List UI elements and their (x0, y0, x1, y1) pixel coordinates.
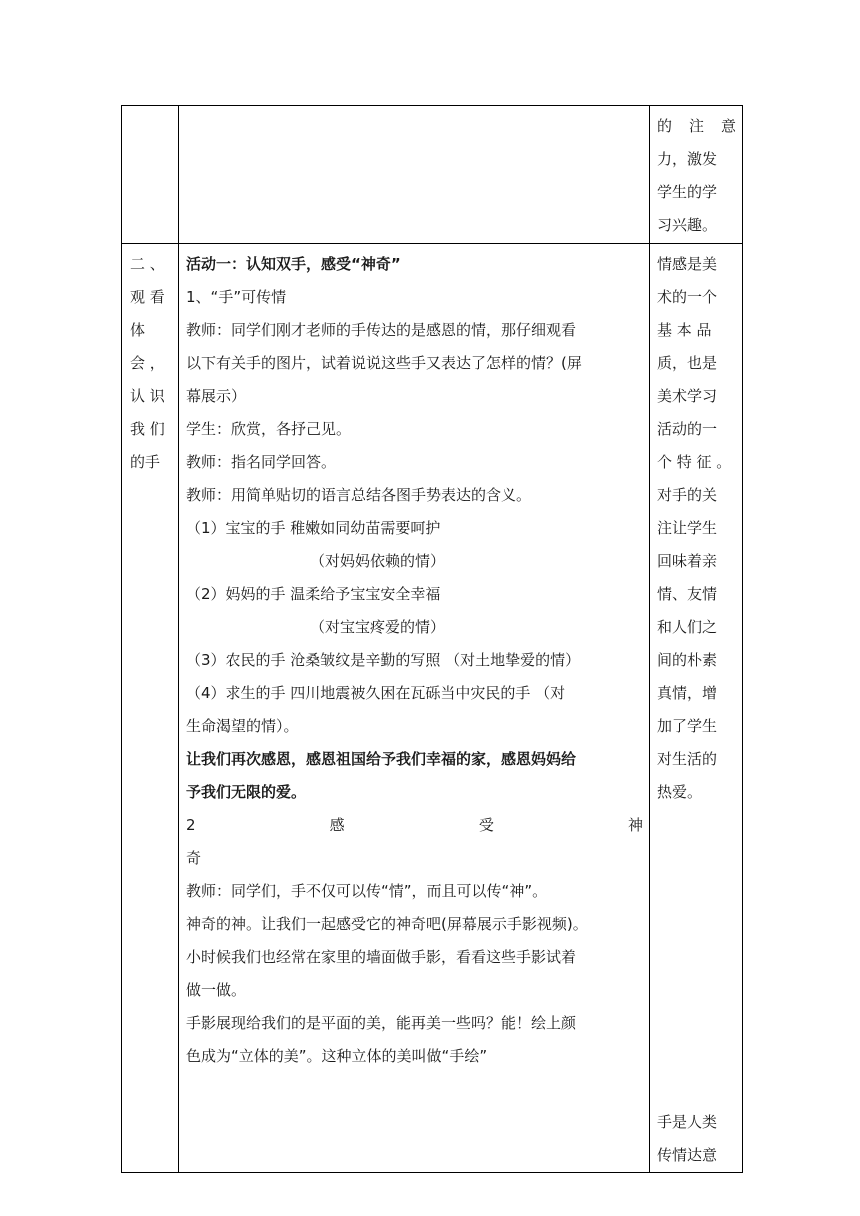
list-item-note: （对妈妈依赖的情） (310, 552, 446, 570)
content-cell (179, 106, 650, 244)
list-item: （1）宝宝的手 稚嫩如同幼苗需要呵护 (186, 519, 441, 537)
intent-line: 加了学生 (657, 717, 718, 735)
stage-line: 认 识 (130, 387, 165, 405)
intent-line: 对生活的 (657, 750, 718, 768)
teacher-line: 神奇的神。让我们一起感受它的神奇吧(屏幕展示手影视频)。 (186, 915, 588, 933)
teacher-line: 幕展示） (186, 387, 247, 405)
section-title: 1、“手”可传情 (186, 288, 287, 306)
teacher-line: 教师：同学们，手不仅可以传“情”，而且可以传“神”。 (186, 882, 548, 900)
intent-line: 回味着亲 (657, 552, 718, 570)
intent-line: 基 本 品 (657, 321, 712, 339)
gratitude-line: 让我们再次感恩，感恩祖国给予我们幸福的家，感恩妈妈给 (186, 750, 577, 768)
list-item-note: （对宝宝疼爱的情） (310, 618, 446, 636)
intent-line: 个 特 征 。 (657, 453, 732, 471)
intent-cell (650, 106, 743, 244)
blank-space (657, 941, 736, 1007)
teacher-line: 教师：用简单贴切的语言总结各图手势表达的含义。 (186, 486, 532, 504)
section-title-part: 神 (627, 816, 643, 834)
stage-line: 体 (130, 321, 146, 339)
stage-line: 的手 (130, 453, 161, 471)
intent-line: 习兴趣。 (657, 216, 718, 234)
section-title-tail: 奇 (186, 849, 202, 867)
section-title-part: 2 (186, 816, 196, 834)
teacher-line: 教师：指名同学回答。 (186, 453, 337, 471)
section-title-part: 受 (478, 816, 494, 834)
stage-line: 二 、 (130, 255, 165, 273)
intent-cell (650, 244, 743, 1173)
intent-line: 活动的一 (657, 420, 718, 438)
intent-line: 质，也是 (657, 354, 718, 372)
shadow-line: 色成为“立体的美”。这种立体的美叫做“手绘” (186, 1047, 488, 1065)
teacher-line: 做一做。 (186, 981, 247, 999)
intent-line: 术的一个 (657, 288, 718, 306)
list-item: （2）妈妈的手 温柔给予宝宝安全幸福 (186, 585, 441, 603)
shadow-line: 手影展现给我们的是平面的美，能再美一些吗？能！绘上颜 (186, 1014, 577, 1032)
blank-space (657, 1040, 736, 1106)
intent-line: 传情达意 (657, 1146, 718, 1164)
student-line: 学生：欣赏，各抒己见。 (186, 420, 352, 438)
intent-line: 美术学习 (657, 387, 718, 405)
intent-line: 情、友情 (657, 585, 718, 603)
intent-line: 注让学生 (657, 519, 718, 537)
section-title-part: 感 (329, 816, 345, 834)
intent-line: 学生的学 (657, 183, 718, 201)
stage-line: 会 ， (130, 354, 165, 372)
stage-cell (122, 106, 179, 244)
intent-line: 手是人类 (657, 1113, 718, 1131)
list-item: （3）农民的手 沧桑皱纹是辛勤的写照 （对土地挚爱的情） (186, 651, 581, 669)
intent-line: 情感是美 (657, 255, 718, 273)
blank-space (657, 809, 736, 941)
intent-line: 对手的关 (657, 486, 718, 504)
intent-line: 的 注 意 (657, 117, 736, 135)
list-item: 生命渴望的情）。 (186, 717, 299, 735)
gratitude-line: 予我们无限的爱。 (186, 783, 307, 801)
intent-line: 力，激发 (657, 150, 718, 168)
stage-cell (122, 244, 179, 1173)
section-title (186, 809, 643, 842)
table-row (122, 106, 743, 244)
lesson-plan-table (121, 105, 743, 1173)
intent-line: 真情，增 (657, 684, 718, 702)
intent-line: 间的朴素 (657, 651, 718, 669)
table-row (122, 244, 743, 1173)
teacher-line: 教师：同学们刚才老师的手传达的是感恩的情，那仔细观看 (186, 321, 577, 339)
activity-title: 活动一：认知双手，感受“神奇” (186, 255, 401, 273)
teacher-line: 小时候我们也经常在家里的墙面做手影，看看这些手影试着 (186, 948, 577, 966)
stage-line: 我 们 (130, 420, 165, 438)
intent-line: 热爱。 (657, 783, 703, 801)
intent-line: 和人们之 (657, 618, 718, 636)
content-cell (179, 244, 650, 1173)
teacher-line: 以下有关手的图片，试着说说这些手又表达了怎样的情？(屏 (186, 354, 582, 372)
stage-line: 观 看 (130, 288, 165, 306)
blank-space (657, 1007, 736, 1040)
list-item: （4）求生的手 四川地震被久困在瓦砾当中灾民的手 （对 (186, 684, 566, 702)
